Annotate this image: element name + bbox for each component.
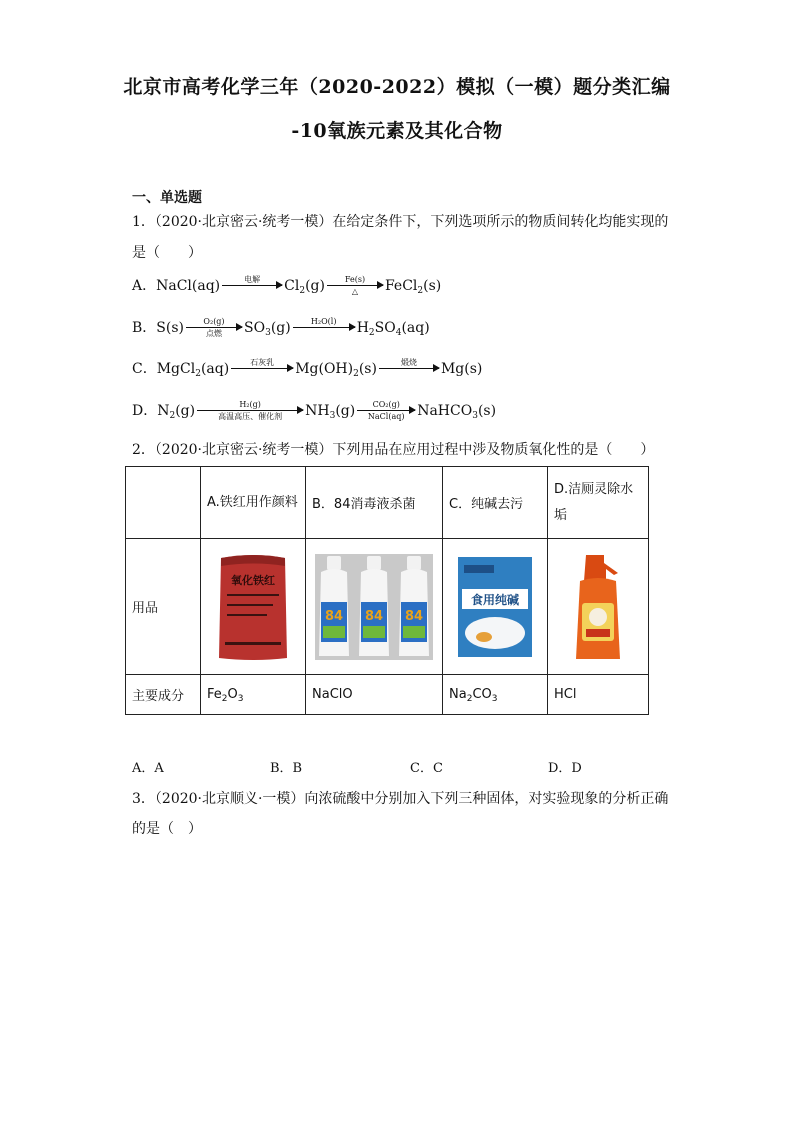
iron-red-bag-image <box>215 550 291 664</box>
table-header-cell: D.洁厕灵除水垢 <box>548 467 649 539</box>
toilet-cleaner-bottle-image <box>570 551 626 663</box>
q2-answer-a: A．A <box>132 761 164 776</box>
svg-text:氧化铁红: 氧化铁红 <box>231 573 275 587</box>
image-cell-84-disinfectant <box>306 539 443 675</box>
q2-answer-b: B．B <box>270 761 303 776</box>
page-title-line1: 北京市高考化学三年（2020-2022）模拟（一模）题分类汇编 <box>123 76 671 98</box>
component-cell: $Fe_2O_3$ <box>201 675 306 715</box>
svg-text:84: 84 <box>404 608 424 624</box>
reaction-arrow: Fe(s) △ <box>327 275 383 296</box>
q2-table <box>125 466 649 715</box>
section-heading: 一、单选题 <box>132 190 202 206</box>
svg-text:84: 84 <box>324 608 344 624</box>
reaction-arrow: O₂(g) 点燃 <box>186 317 242 338</box>
q2-stem: 2．（2020·北京密云·统考一模）下列用品在应用过程中涉及物质氧化性的是（ ） <box>132 442 655 458</box>
image-cell-iron-red <box>201 539 306 675</box>
table-header-cell: A.铁红用作颜料 <box>201 467 306 539</box>
row-label-product: 用品 <box>126 539 201 675</box>
q1-stem-line1: 1．（2020·北京密云·统考一模）在给定条件下，下列选项所示的物质间转化均能实现的 <box>132 214 669 230</box>
q2-answer-d: D．D <box>548 761 582 776</box>
svg-text:食用纯碱: 食用纯碱 <box>470 592 520 607</box>
component-cell: NaClO <box>306 675 443 715</box>
q1-option-d: D． $N_2(g)$ H₂(g) 高温高压、催化剂 $NH_3(g)$ CO₂(g) NaCl(aq) NaHCO$_3$(s) <box>132 400 497 421</box>
table-header-cell <box>126 467 201 539</box>
svg-text:84: 84 <box>364 608 384 624</box>
image-cell-soda <box>443 539 548 675</box>
q1-option-b: B． S(s) O₂(g) 点燃 $SO_3(g)$ H₂O(l) $H_2SO_4(aq)$ <box>132 317 430 338</box>
component-cell: HCl <box>548 675 649 715</box>
disinfectant-bottles-image <box>315 554 433 660</box>
q2-answer-c: C．C <box>410 761 443 776</box>
table-header-cell: C．纯碱去污 <box>443 467 548 539</box>
reaction-arrow: 石灰乳 <box>231 358 293 379</box>
q1-stem-line2: 是（ ） <box>132 245 202 261</box>
q1-option-c: C． MgCl$_2$(aq) 石灰乳 $Mg(OH)_2(s)$ 煅烧 Mg(s) <box>132 358 483 379</box>
reaction-arrow: H₂O(l) <box>293 317 355 338</box>
q3-stem-line2: 的是（ ） <box>132 821 202 837</box>
table-row <box>126 539 649 675</box>
soda-ash-bag-image <box>454 553 536 661</box>
reaction-arrow: 电解 <box>222 275 282 296</box>
row-label-component: 主要成分 <box>126 675 201 715</box>
reaction-arrow: CO₂(g) NaCl(aq) <box>357 400 415 421</box>
table-row <box>126 675 649 715</box>
q1-option-a: A． NaCl(aq) 电解 $Cl_2(g)$ Fe(s) △ FeCl$_2$(s) <box>132 275 442 296</box>
reaction-arrow: 煅烧 <box>379 358 439 379</box>
reaction-arrow: H₂(g) 高温高压、催化剂 <box>197 400 303 421</box>
component-cell: $Na_2CO_3$ <box>443 675 548 715</box>
table-header-cell: B．84消毒液杀菌 <box>306 467 443 539</box>
q3-stem-line1: 3．（2020·北京顺义·一模）向浓硫酸中分别加入下列三种固体，对实验现象的分析正确 <box>132 791 669 807</box>
table-row <box>126 467 649 539</box>
image-cell-toilet-cleaner <box>548 539 649 675</box>
page-title-line2: -10氧族元素及其化合物 <box>291 120 503 142</box>
